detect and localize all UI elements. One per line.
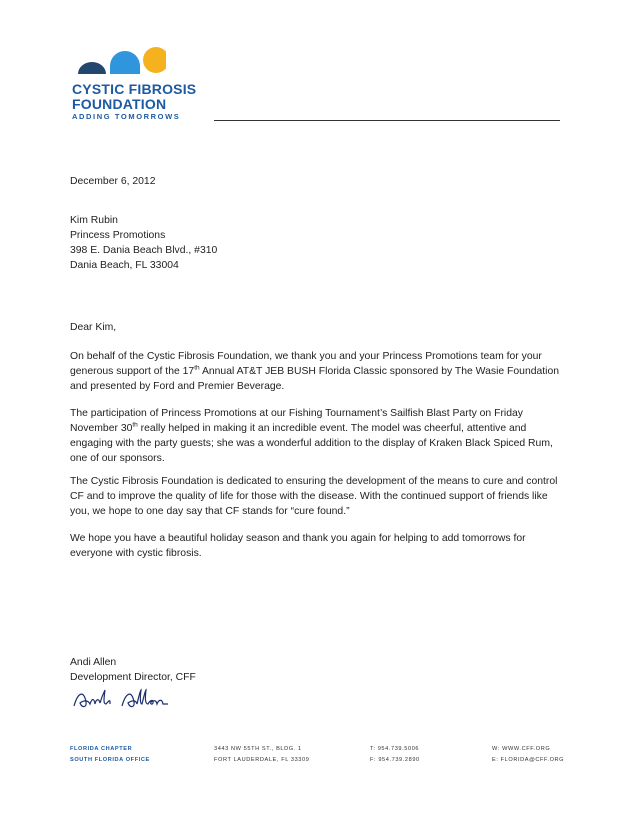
- paragraph-1-part-b: Annual AT&T JEB BUSH Florida Classic sponsored by The Wasie Foundation and presented by Ford and Premier Beverage.: [70, 366, 560, 392]
- footer-chapter: [70, 744, 150, 766]
- paragraph-1-text: [70, 349, 570, 394]
- recipient-city: Dania Beach, FL 33004: [70, 260, 179, 271]
- salutation: Dear Kim,: [70, 322, 117, 333]
- paragraph-4-text: We hope you have a beautiful holiday season and thank you again for helping to add tomorrows for everyone with cystic fibrosis.: [70, 533, 526, 559]
- ordinal-suffix: th: [132, 421, 138, 429]
- paragraph-4: [70, 531, 570, 561]
- sender-title: Development Director, CFF: [70, 672, 196, 683]
- tagline: ADDING TOMORROWS: [72, 112, 181, 121]
- footer-address: [214, 744, 309, 766]
- paragraph-2-text: [70, 406, 570, 466]
- three-domes-logo-icon: [76, 44, 166, 84]
- org-name: [72, 82, 196, 112]
- footer-fax: F: 954.739.2890: [370, 757, 420, 763]
- header-rule: [214, 120, 560, 121]
- footer-street: 3443 NW 55TH ST., BLDG. 1: [214, 746, 302, 752]
- closing: [70, 655, 570, 685]
- letter-date: December 6, 2012: [70, 176, 156, 187]
- footer-email: E: FLORIDA@CFF.ORG: [492, 757, 565, 763]
- recipient-name: Kim Rubin: [70, 215, 118, 226]
- paragraph-2-part-b: really helped in making it an incredible event. The model was cheerful, attentive and engaging with the party guests; she was a wonderful addition to the display of Kraken Black Spiced Rum, one of our sponsors.: [70, 423, 553, 464]
- footer-web: [492, 744, 564, 766]
- footer-chapter-name: FLORIDA CHAPTER: [70, 746, 133, 752]
- paragraph-1: [70, 349, 570, 394]
- recipient-street: 398 E. Dania Beach Blvd., #310: [70, 245, 218, 256]
- paragraph-1-part-a: On behalf of the Cystic Fibrosis Foundation, we thank you and your Princess Promotions team for your generous support of the 17: [70, 351, 542, 377]
- recipient-company: Princess Promotions: [70, 230, 166, 241]
- org-name-line2: FOUNDATION: [72, 96, 167, 112]
- paragraph-3-text: The Cystic Fibrosis Foundation is dedicated to ensuring the development of the means to cure and control CF and to improve the quality of life for those with the disease. With the continued support of friends like you, we hope to one day say that CF stands for “cure found.”: [70, 476, 558, 517]
- footer-phones: [370, 744, 420, 766]
- handwritten-signature: [70, 686, 180, 712]
- ordinal-suffix: th: [194, 364, 200, 372]
- recipient-address: [70, 213, 570, 273]
- paragraph-3: [70, 474, 570, 519]
- footer-city: FORT LAUDERDALE, FL 33309: [214, 757, 310, 763]
- sender-name: Andi Allen: [70, 657, 117, 668]
- org-name-line1: CYSTIC FIBROSIS: [72, 81, 197, 97]
- footer-office-name: SOUTH FLORIDA OFFICE: [70, 757, 150, 763]
- paragraph-2-part-a: The participation of Princess Promotions at our Fishing Tournament’s Sailfish Blast Party on Friday November 30: [70, 408, 523, 434]
- footer-phone: T: 954.739.5006: [370, 746, 420, 752]
- footer-website: W: WWW.CFF.ORG: [492, 746, 551, 752]
- paragraph-2: [70, 406, 570, 466]
